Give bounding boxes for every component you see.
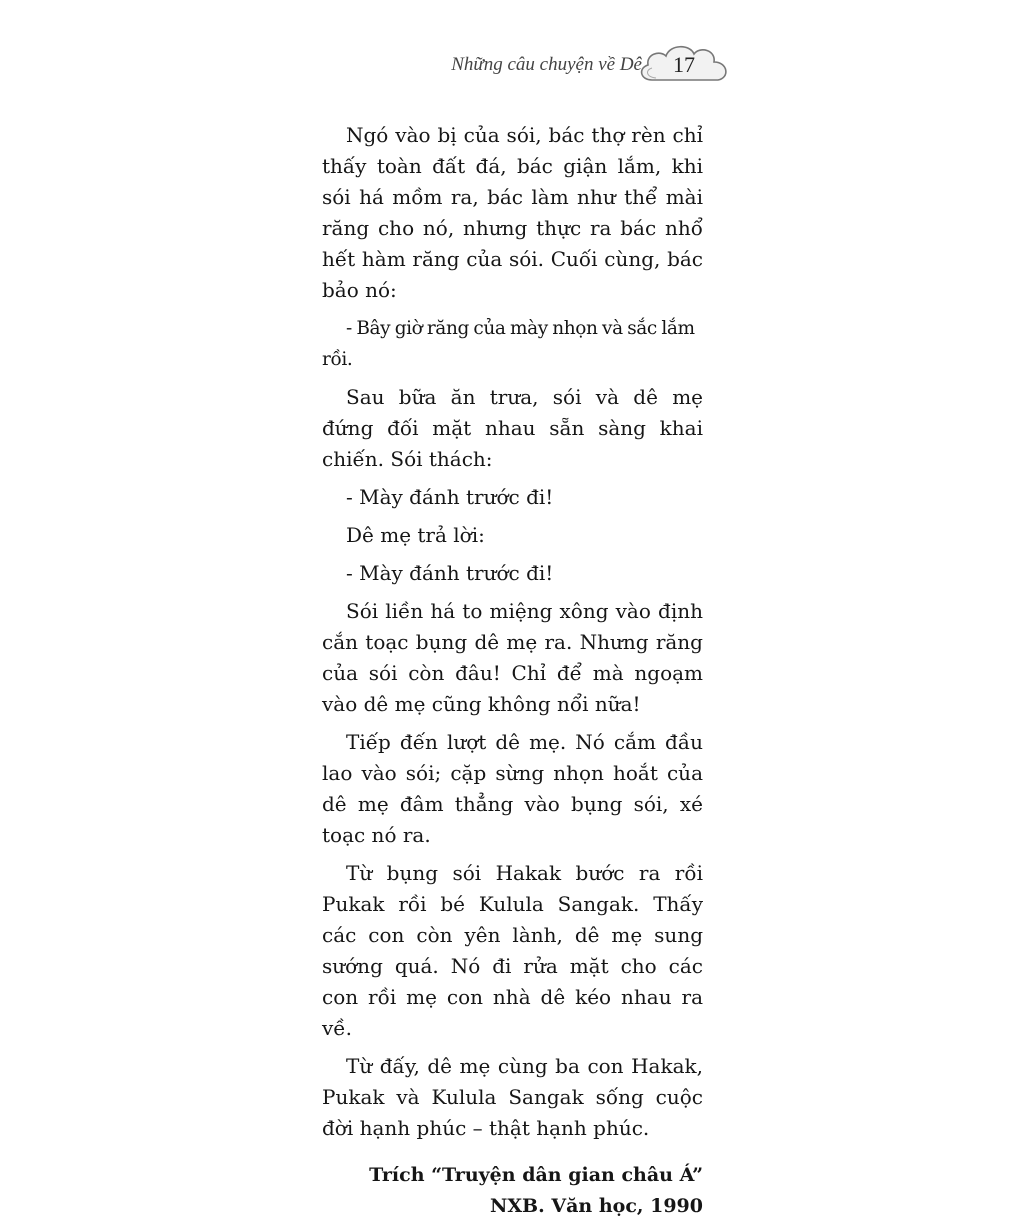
paragraph: Dê mẹ trả lời: bbox=[346, 523, 485, 547]
paragraph: Tiếp đến lượt dê mẹ. Nó cắm đầu lao vào sói; cặp sừng nhọn hoắt của dê mẹ đâm thẳng vào bụng sói, xé toạc nó ra. bbox=[322, 730, 703, 847]
dialogue-line: - Mày đánh trước đi! bbox=[346, 561, 554, 585]
story-text bbox=[322, 120, 703, 1222]
dialogue-line: - Mày đánh trước đi! bbox=[346, 485, 554, 509]
dialogue-line: - Bây giờ răng của mày nhọn và sắc lắm rồi. bbox=[322, 318, 695, 370]
page-header bbox=[0, 0, 1024, 100]
paragraph: Từ bụng sói Hakak bước ra rồi Pukak rồi bé Kulula Sangak. Thấy các con còn yên lành, dê mẹ sung sướng quá. Nó đi rửa mặt cho các con rồi mẹ con nhà dê kéo nhau ra về. bbox=[322, 861, 703, 1040]
paragraph: Sau bữa ăn trưa, sói và dê mẹ đứng đối mặt nhau sẵn sàng khai chiến. Sói thách: bbox=[322, 385, 703, 471]
paragraph: Sói liền há to miệng xông vào định cắn toạc bụng dê mẹ ra. Nhưng răng của sói còn đâu! Chỉ để mà ngoạm vào dê mẹ cũng không nổi nữa! bbox=[322, 599, 703, 716]
paragraph: Ngó vào bị của sói, bác thợ rèn chỉ thấy toàn đất đá, bác giận lắm, khi sói há mồm ra, bác làm như thể mài răng cho nó, nhưng thực ra bác nhổ hết hàm răng của sói. Cuối cùng, bác bảo nó: bbox=[322, 123, 703, 302]
running-title: Những câu chuyện về Dê bbox=[451, 54, 642, 75]
citation-source: Trích “Truyện dân gian châu Á” bbox=[369, 1164, 703, 1186]
citation bbox=[322, 1160, 703, 1222]
paragraph: Từ đấy, dê mẹ cùng ba con Hakak, Pukak và Kulula Sangak sống cuộc đời hạnh phúc – thật hạnh phúc. bbox=[322, 1054, 703, 1140]
page-number: 17 bbox=[673, 52, 695, 77]
citation-publisher: NXB. Văn học, 1990 bbox=[489, 1195, 703, 1217]
